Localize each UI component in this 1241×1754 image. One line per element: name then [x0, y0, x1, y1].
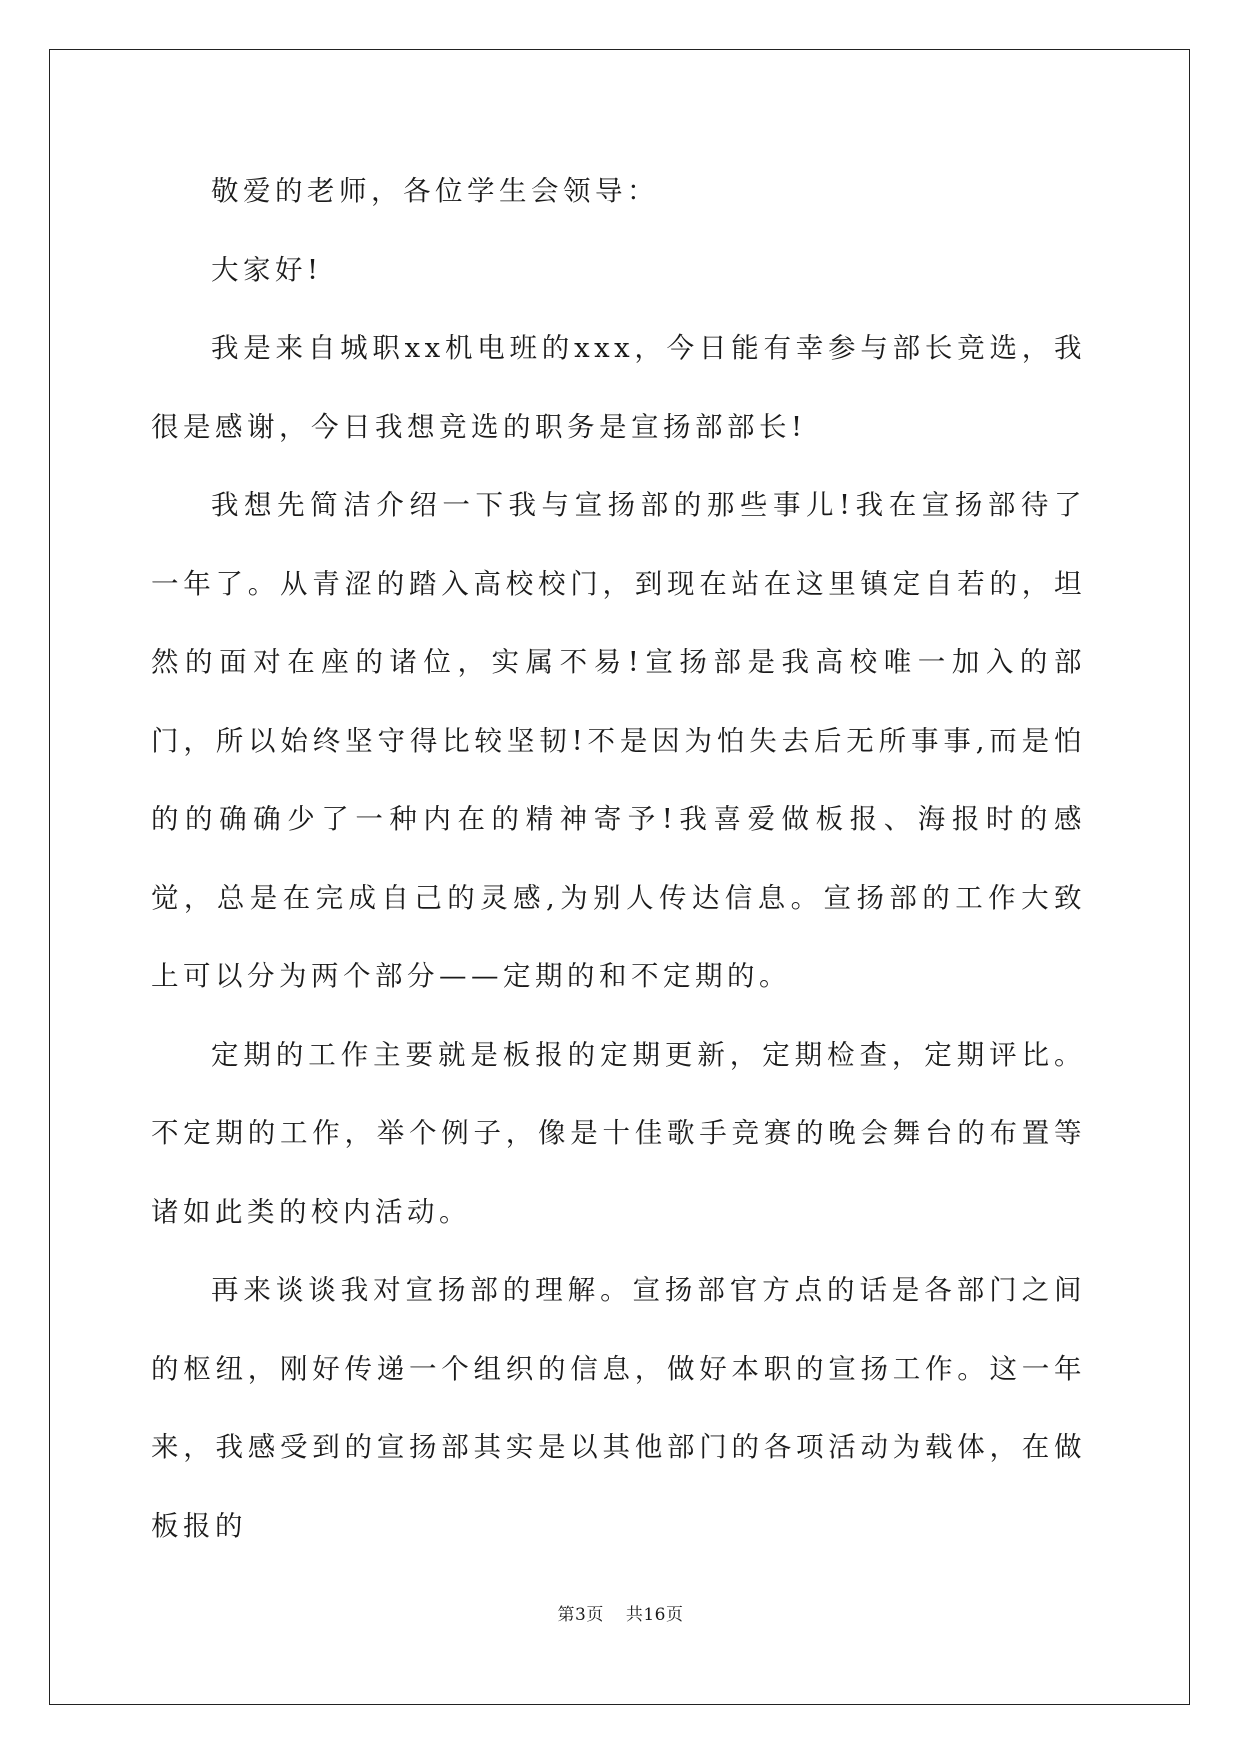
paragraph-regular-work: 定期的工作主要就是板报的定期更新，定期检查，定期评比。不定期的工作，举个例子，像是十佳歌手竞赛的晚会舞台的布置等诸如此类的校内活动。: [151, 1038, 1086, 1228]
page-footer: [0, 1600, 1241, 1625]
page-number: 第3页: [557, 1605, 604, 1625]
page-total: 共16页: [625, 1605, 684, 1625]
greeting: 大家好!: [211, 253, 323, 286]
paragraph-experience: 我想先简洁介绍一下我与宣扬部的那些事儿!我在宣扬部待了一年了。从青涩的踏入高校校门，到现在站在这里镇定自若的，坦然的面对在座的诸位，实属不易!宣扬部是我高校唯一加入的部门，所以始终坚守得比较坚韧!不是因为怕失去后无所事事,而是怕的的确确少了一种内在的精神寄予!我喜爱做板报、海报时的感觉，总是在完成自己的灵感,为别人传达信息。宣扬部的工作大致上可以分为两个部分——定期的和不定期的。: [151, 489, 1086, 992]
paragraph-introduction: 我是来自城职xx机电班的xxx，今日能有幸参与部长竞选，我很是感谢，今日我想竞选的职务是宣扬部部长!: [151, 332, 1086, 443]
salutation: 敬爱的老师，各位学生会领导：: [211, 175, 659, 207]
paragraph-understanding: 再来谈谈我对宣扬部的理解。宣扬部官方点的话是各部门之间的枢纽，刚好传递一个组织的信息，做好本职的宣扬工作。这一年来，我感受到的宣扬部其实是以其他部门的各项活动为载体，在做板报的: [151, 1274, 1086, 1542]
document-body: [151, 152, 1086, 1565]
